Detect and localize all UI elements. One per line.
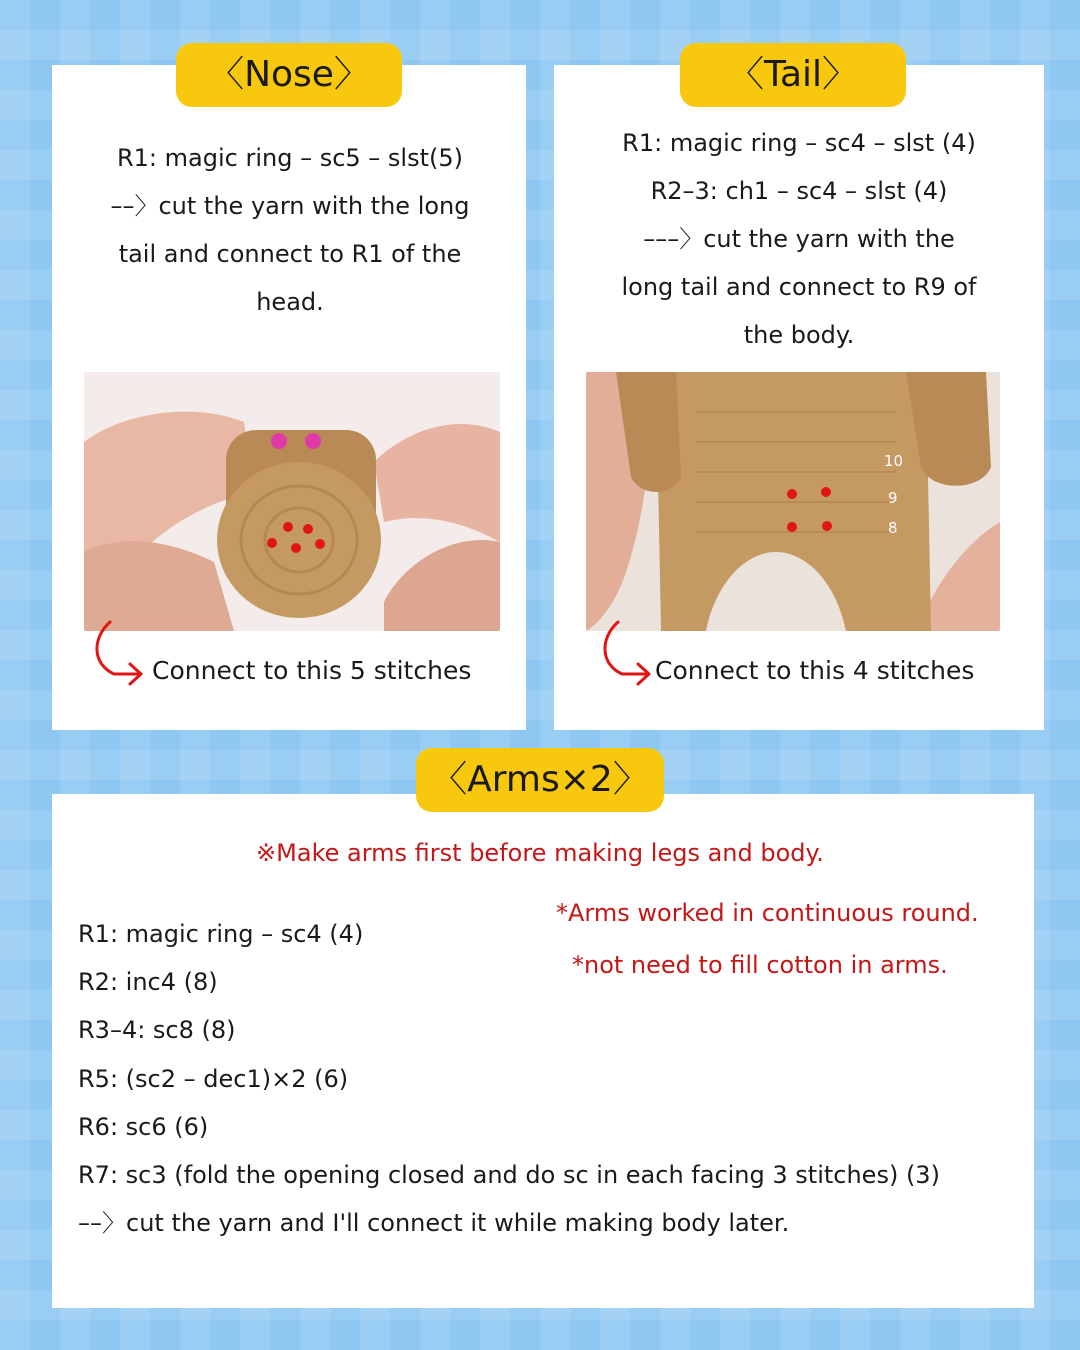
arms-step: R5: (sc2 – dec1)×2 (6) (78, 1064, 349, 1093)
nose-photo (84, 372, 500, 631)
stitch-dot (787, 522, 797, 532)
tail-instructions (564, 119, 1034, 359)
nose-title: 〈Nose〉 (176, 43, 402, 107)
row-mark: 8 (888, 519, 898, 537)
stitch-dot (787, 489, 797, 499)
stitch-dot (291, 543, 301, 553)
arms-note: *Arms worked in continuous round. (556, 899, 979, 927)
curved-arrow-icon (88, 618, 148, 690)
stitch-dot (267, 538, 277, 548)
row-mark: 10 (884, 452, 904, 470)
pin-marker (271, 433, 287, 449)
stitch-dot (822, 521, 832, 531)
tail-title: 〈Tail〉 (680, 43, 906, 107)
arms-step: R6: sc6 (6) (78, 1112, 209, 1141)
arms-main-note: ※Make arms first before making legs and body. (256, 839, 824, 867)
arms-step: ––〉cut the yarn and I'll connect it while making body later. (78, 1209, 790, 1238)
stitch-dot (283, 522, 293, 532)
nose-line: head. (256, 288, 324, 316)
tail-line: the body. (743, 321, 855, 349)
tail-line: R1: magic ring – sc4 – slst (4) (622, 129, 976, 157)
row-mark: 9 (888, 489, 898, 507)
nose-instructions (62, 134, 518, 326)
tail-illustration (586, 372, 1000, 631)
arms-step: R7: sc3 (fold the opening closed and do sc in each facing 3 stitches) (3) (78, 1161, 940, 1190)
stitch-dot (315, 539, 325, 549)
pin-marker (305, 433, 321, 449)
stitch-dot (821, 487, 831, 497)
tail-line: long tail and connect to R9 of (621, 273, 977, 301)
nose-line: tail and connect to R1 of the (118, 240, 462, 268)
tail-line: –––〉cut the yarn with the (643, 225, 955, 253)
arms-step: R3–4: sc8 (8) (78, 1016, 236, 1045)
arms-title: 〈Arms×2〉 (416, 748, 664, 812)
nose-caption: Connect to this 5 stitches (152, 656, 472, 685)
nose-line: ––〉cut the yarn with the long (110, 192, 470, 220)
arms-steps-list (78, 910, 940, 1247)
nose-illustration (84, 372, 500, 631)
tail-line: R2–3: ch1 – sc4 – slst (4) (650, 177, 948, 205)
arms-step: R1: magic ring – sc4 (4) (78, 920, 364, 948)
tail-caption: Connect to this 4 stitches (655, 656, 975, 685)
arms-note: *not need to fill cotton in arms. (572, 951, 948, 979)
stitch-dot (303, 524, 313, 534)
tail-photo (586, 372, 1000, 631)
arms-step: R2: inc4 (8) (78, 968, 218, 997)
nose-line: R1: magic ring – sc5 – slst(5) (116, 144, 464, 172)
curved-arrow-icon (596, 618, 656, 690)
